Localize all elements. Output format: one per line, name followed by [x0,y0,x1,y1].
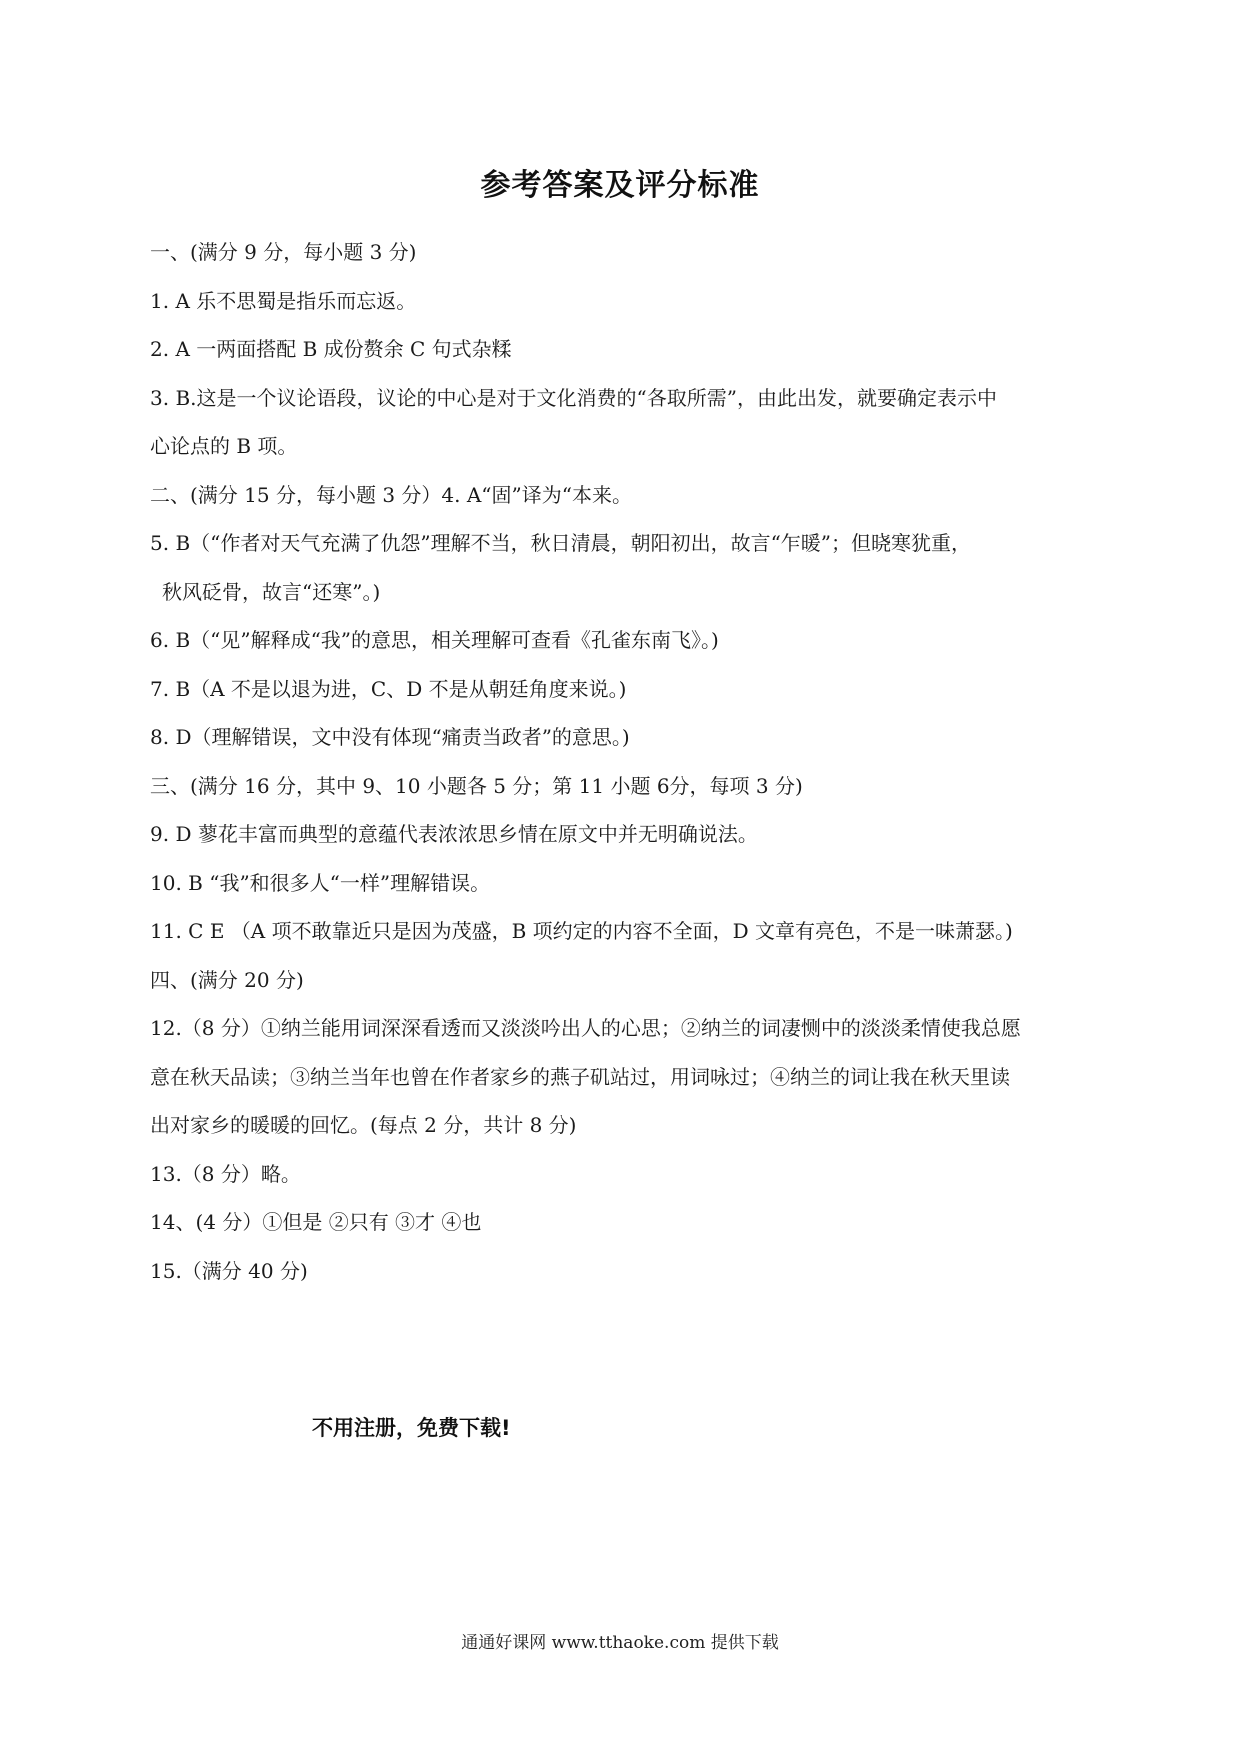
answer-13: 13.（8 分）略。 [150,1161,301,1186]
answer-12-line-3: 出对家乡的暖暖的回忆。(每点 2 分，共计 8 分) [150,1113,577,1137]
section-3-heading: 三、(满分 16 分，其中 9、10 小题各 5 分；第 11 小题 6分，每项 3 分) [150,773,803,798]
page-title: 参考答案及评分标准 [480,168,760,203]
footer-source: 通通好课网 www.tthaoke.com 提供下载 [461,1633,779,1653]
answer-7: 7. B（A 不是以退为进，C、D 不是从朝廷角度来说。) [150,676,627,701]
answer-14: 14、(4 分）①但是 ②只有 ③才 ④也 [150,1210,482,1234]
section-1-heading: 一、(满分 9 分，每小题 3 分) [150,240,417,264]
answer-8: 8. D（理解错误，文中没有体现“痛责当政者”的意思。) [150,725,630,749]
answer-1: 1. A 乐不思蜀是指乐而忘返。 [150,288,417,313]
answer-10: 10. B “我”和很多人“一样”理解错误。 [150,870,491,895]
answer-5-line-2: 秋风砭骨，故言“还寒”。) [162,579,381,604]
answer-9: 9. D 蓼花丰富而典型的意蕴代表浓浓思乡情在原文中并无明确说法。 [150,822,758,846]
answer-6: 6. B（“见”解释成“我”的意思，相关理解可查看《孔雀东南飞》。) [150,628,719,652]
answer-3-line-1: 3. B.这是一个议论语段，议论的中心是对于文化消费的“各取所需”，由此出发，就要确定表示中 [150,385,997,410]
answer-5-line-1: 5. B（“作者对天气充满了仇怨”理解不当，秋日清晨，朝阳初出，故言“乍暖”；但晓寒犹重， [150,531,972,555]
section-2-heading: 二、(满分 15 分，每小题 3 分）4. A“固”译为“本来。 [150,482,632,507]
answer-2: 2. A 一两面搭配 B 成份赘余 C 句式杂糅 [150,337,512,361]
answer-11: 11. C E （A 项不敢靠近只是因为茂盛，B 项约定的内容不全面，D 文章有亮色，不是一味萧瑟。) [150,919,1013,943]
promo-text: 不用注册，免费下载! [312,1416,511,1440]
answer-list [150,228,1100,1295]
answer-15: 15.（满分 40 分) [150,1258,308,1283]
section-4-heading: 四、(满分 20 分) [150,967,304,992]
answer-12-line-2: 意在秋天品读；③纳兰当年也曾在作者家乡的燕子矶站过，用词咏过；④纳兰的词让我在秋天里读 [150,1064,1010,1089]
answer-12-line-1: 12.（8 分）①纳兰能用词深深看透而又淡淡吟出人的心思；②纳兰的词凄恻中的淡淡柔情使我总愿 [150,1016,1021,1040]
answer-3-line-2: 心论点的 B 项。 [150,434,298,458]
